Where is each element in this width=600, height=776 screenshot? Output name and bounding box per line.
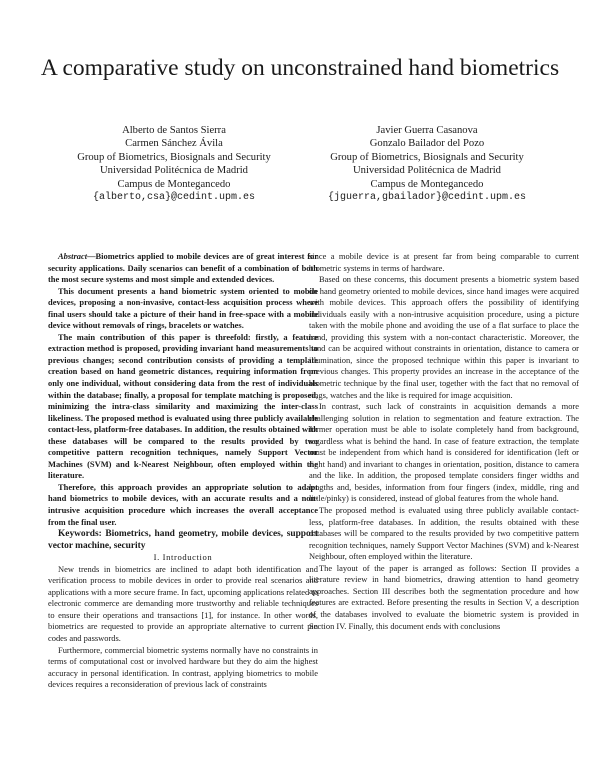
author-affiliation: Group of Biometrics, Biosignals and Security xyxy=(77,151,271,163)
body-paragraph: New trends in biometrics are inclined to adapt both identification and verification process to mobile devices in order to provide real scenarios and applications with a more secure frame. In fact, upcoming applications related to electronic commerce are demanding more trustworthy and reliable techniques to ensure their operations and transactions [1], for instance. In other words, biometrics are requested to provide an appropriate alternative to current pin codes and passwords. xyxy=(48,563,318,643)
author-affiliation: Group of Biometrics, Biosignals and Security xyxy=(330,151,524,163)
body-paragraph: Furthermore, commercial biometric systems normally have no constraints in terms of computational cost or involved hardware but they do aim the highest accuracy in personal identification. In contrast, applying biometrics to mobile devices requires a reconsideration of previous lack of constraints xyxy=(48,644,318,690)
author-block-right xyxy=(302,124,552,204)
author-affiliation: Campus de Montegancedo xyxy=(370,178,484,190)
author-affiliation: Campus de Montegancedo xyxy=(117,178,231,190)
abstract-paragraph: The main contribution of this paper is threefold: firstly, a feature extraction method is proposed, providing invariant hand measurements to previous changes; second contribution consists of providing a template creation based on hand geometric distances, requiring information from only one individual, without considering data from the rest of individuals within the database; finally, a proposal for template matching is proposed, minimizing the intra-class similarity and maximizing the inter-class likeliness. The proposed method is evaluated using three publicly available contact-less, platform-free databases. In addition, the results obtained with these databases will be compared to the results provided by two competitive pattern recognition techniques, namely Support Vector Machines (SVM) and k-Nearest Neighbour, often employed within the literature. xyxy=(48,331,318,481)
author-name: Javier Guerra Casanova xyxy=(376,125,478,136)
author-name: Alberto de Santos Sierra xyxy=(122,125,226,136)
abstract-paragraph: This document presents a hand biometric system oriented to mobile devices, proposing a non-invasive, contact-less acquisition process where final users should take a picture of their hand in free-space with a mobile device without removals of rings, bracelets or watches. xyxy=(48,285,318,331)
abstract xyxy=(48,251,318,552)
abstract-paragraph: Therefore, this approach provides an appropriate solution to adapt hand biometrics to mobile devices, with an accurate results and a non-intrusive acquisition procedure which increases the overall acceptance from the final user. xyxy=(48,481,318,527)
right-column xyxy=(309,251,579,632)
author-email: {alberto,csa}@cedint.upm.es xyxy=(92,192,256,204)
author-affiliation: Universidad Politécnica de Madrid xyxy=(353,165,501,177)
body-paragraph: since a mobile device is at present far from being comparable to current biometric systems in terms of hardware. xyxy=(309,251,579,273)
abstract-label: Abstract xyxy=(58,251,88,261)
author-name: Carmen Sánchez Ávila xyxy=(125,138,223,150)
abstract-paragraph: Abstract—Biometrics applied to mobile devices are of great interest for security applications. Daily scenarios can benefit of a combination of both the most secure systems and most simple and extended devices. xyxy=(48,251,318,285)
left-column xyxy=(48,251,318,691)
keywords: Keywords: Biometrics, hand geometry, mobile devices, support vector machine, security xyxy=(48,529,318,552)
body-paragraph: The layout of the paper is arranged as follows: Section II provides a literature review in hand biometrics, drawing attention to hand geometry approaches. Section III describes both the segmentation procedure and how features are extracted. Before presenting the results in Section V, a description of the databases involved to evaluate the biometric system is provided in Section IV. Finally, this document ends with conclusions xyxy=(309,562,579,631)
body-paragraph: In contrast, such lack of constraints in acquisition demands a more challenging solution in relation to segmentation and feature extraction. The former operation must be able to isolate completely hand from background, regardless what is behind the hand. In case of feature extraction, the template must be independent from which hand is considered for identification (left or right hand) and invariant to changes in orientation, position, distance to camera and the like. In addition, the proposed template considers finger widths and lengths and, besides, information from four fingers (index, middle, ring and little/pinky) is considered, instead of global features from the whole hand. xyxy=(309,401,579,504)
body-paragraph: The proposed method is evaluated using three publicly available contact-less, platform-free databases. In addition, the results obtained with these databases will be compared to the results provided by two competitive pattern recognition techniques, namely Support Vector Machines (SVM) and k-Nearest Neighbour, often employed within the literature. xyxy=(309,505,579,562)
paper-title: A comparative study on unconstrained hand biometrics xyxy=(40,55,560,81)
author-block-left xyxy=(49,124,299,204)
body-paragraph: Based on these concerns, this document presents a biometric system based on hand geometry oriented to mobile devices, since hand images were acquired with mobile devices. This approach offers the possibility of identifying individuals easily with a non-intrusive acquisition procedure, using a picture taken with the mobile phone and avoiding the use of a flat surface to place the hand, providing this system with a non-contact characteristic. Moreover, the hand can be acquired without constraints in orientation, distance to camera or illumination, since the proposed technique within this paper is invariant to previous changes. This property provides an increase in the acceptance of the biometric technique by the final user, together with the fact that no removal of rings, watches and the like is required for image acquisition. xyxy=(309,274,579,400)
author-affiliation: Universidad Politécnica de Madrid xyxy=(100,165,248,177)
author-email: {jguerra,gbailador}@cedint.upm.es xyxy=(327,192,527,204)
section-heading: I. Introduction xyxy=(153,552,213,563)
author-name: Gonzalo Bailador del Pozo xyxy=(369,138,485,150)
